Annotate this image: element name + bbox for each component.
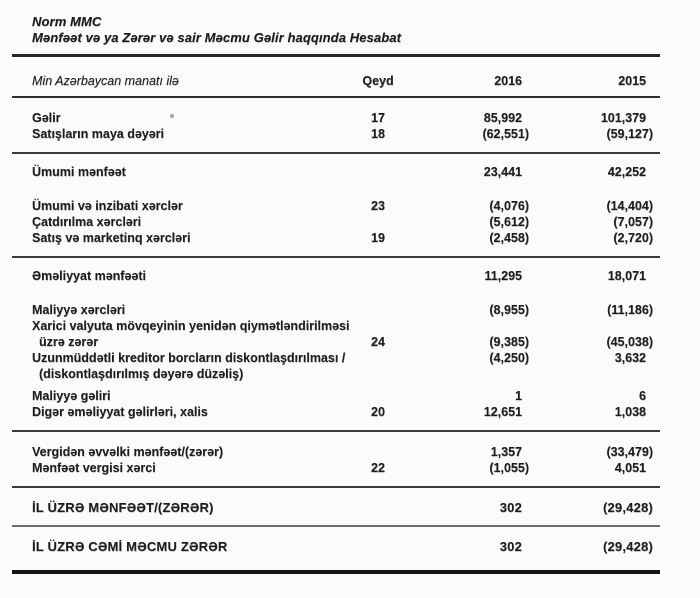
note-ref [342,268,414,284]
table-header [12,57,660,98]
row-label: Ümumi mənfəət [32,165,126,179]
row-label: İL ÜZRƏ MƏNFƏƏT/(ZƏRƏR) [32,500,214,515]
value-2015: 1,038 [614,405,646,419]
statement-page [12,0,660,574]
value-2015: 101,379 [600,111,646,125]
value-2015 [536,318,660,334]
statement-row [12,432,660,460]
note-ref: 24 [371,335,385,349]
value-2016: (2,458) [489,231,529,245]
value-2016: 1 [515,389,522,403]
statement-row [12,230,660,246]
value-2015: (2,720) [613,231,653,245]
note-ref [342,318,414,334]
row-label: (diskontlaşdırılmış dəyərə düzəliş) [39,367,244,381]
statement-row [12,258,660,294]
statement-row [12,366,660,382]
statement-row [12,126,660,142]
note-ref [342,164,414,180]
value-2015: (33,479) [606,445,653,459]
value-2016: 85,992 [483,111,522,125]
value-2016: 11,295 [484,269,522,283]
value-2015: 18,071 [607,269,646,283]
statement-row [12,334,660,350]
row-label: Satışların maya dəyəri [32,127,165,141]
column-header-2015: 2015 [618,74,646,88]
statement-row [12,198,660,214]
value-2015: (59,127) [606,127,653,141]
value-2016: (9,385) [489,335,529,349]
row-label: Satış və marketinq xərcləri [32,231,191,245]
statement-row [12,460,660,476]
note-ref: 22 [371,461,385,475]
note-ref [342,302,414,318]
row-label: Ümumi və inzibati xərclər [32,199,183,213]
note-ref [342,366,414,382]
value-2015: 6 [639,389,646,403]
note-ref: 19 [371,231,385,245]
statement-row [12,527,660,564]
note-ref [342,350,414,366]
value-2015: (14,404) [606,199,653,213]
value-2015 [536,366,660,382]
statement-row [12,404,660,420]
scan-speck-icon [170,114,174,118]
value-2016: 12,651 [483,405,522,419]
value-2016: (4,076) [489,199,529,213]
section-divider [12,570,660,574]
row-label: Uzunmüddətli kreditor borcların diskontlaşdırılması / [32,351,346,365]
statement-row [12,302,660,318]
value-2016 [414,366,536,382]
value-2016: 1,357 [490,445,522,459]
statement-row [12,350,660,366]
row-label: Gəlir [32,111,61,125]
value-2016: (8,955) [489,303,529,317]
value-2015: (11,186) [607,303,653,317]
company-name: Norm MMC [32,14,102,29]
spacer [12,190,660,198]
note-ref: 23 [371,199,385,213]
note-ref: 20 [371,405,385,419]
column-header-2016: 2016 [494,74,522,88]
value-2016: (4,250) [489,351,529,365]
value-2016 [414,318,536,334]
value-2016: 302 [499,500,522,515]
note-ref [342,444,414,460]
value-2016: (5,612) [489,215,529,229]
note-ref [342,214,414,230]
value-2015: (29,428) [602,539,653,554]
value-2016: 23,441 [483,165,522,179]
row-label: Çatdırılma xərcləri [32,215,142,229]
value-2016: (62,551) [482,127,529,141]
row-label: üzrə zərər [39,335,99,349]
statement-row [12,488,660,525]
note-ref [342,388,414,404]
statement-row [12,214,660,230]
value-2015: 4,051 [614,461,646,475]
row-label: Mənfəət vergisi xərci [32,461,156,475]
value-2015: (45,038) [606,335,653,349]
statement-row [12,388,660,404]
value-2015: 3,632 [614,351,646,365]
value-2015: 42,252 [607,165,646,179]
row-label: Digər əməliyyat gəlirləri, xalis [32,405,208,419]
row-label: Xarici valyuta mövqeyinin yenidən qiymətləndirilməsi [32,319,350,333]
unit-label: Min Azərbaycan manatı ilə [32,74,179,88]
statement-row [12,110,660,126]
note-ref [342,500,414,516]
row-label: Maliyyə xərcləri [32,303,126,317]
value-2015: (7,057) [613,215,653,229]
column-header-note: Qeyd [362,74,394,88]
row-label: Əməliyyat mənfəəti [32,269,146,283]
row-label: Vergidən əvvəlki mənfəət/(zərər) [32,445,224,459]
value-2016: (1,055) [489,461,529,475]
note-ref [342,539,414,555]
statement-row [12,318,660,334]
value-2015: (29,428) [602,500,653,515]
spacer [12,294,660,302]
title-block [12,14,660,46]
note-ref: 18 [371,127,385,141]
statement-title: Mənfəət və ya Zərər və sair Məcmu Gəlir haqqında Hesabat [32,30,402,45]
row-label: İL ÜZRƏ CƏMİ MƏCMU ZƏRƏR [32,539,228,554]
note-ref: 17 [371,111,385,125]
statement-row [12,154,660,190]
row-label: Maliyyə gəliri [32,389,111,403]
statement-rows [12,110,660,574]
value-2016: 302 [499,539,522,554]
